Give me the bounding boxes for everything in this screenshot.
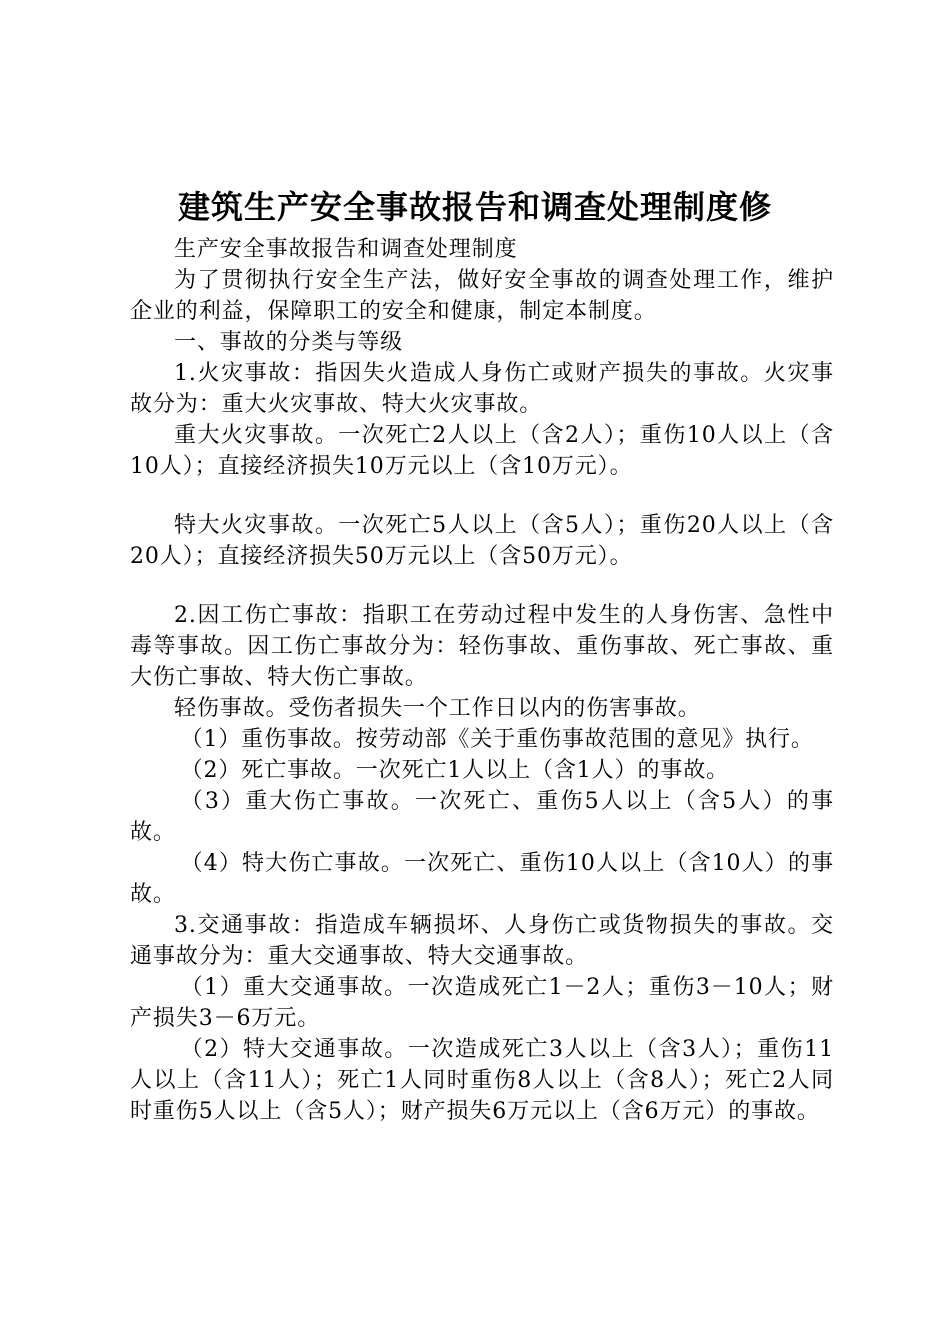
paragraph-intro: 为了贯彻执行安全生产法，做好安全事故的调查处理工作，维护企业的利益，保障职工的安全和健康，制定本制度。 <box>130 268 834 324</box>
document-title: 建筑生产安全事故报告和调查处理制度修 <box>177 188 772 226</box>
paragraph-extra-major-fire: 特大火灾事故。一次死亡5人以上（含5人）；重伤20人以上（含20人）；直接经济损失50万元以上（含50万元）。 <box>130 513 834 569</box>
paragraph-major-casualty: （3）重大伤亡事故。一次死亡、重伤5人以上（含5人）的事故。 <box>130 789 834 845</box>
paragraph-section-heading: 一、事故的分类与等级 <box>174 330 404 355</box>
paragraph-subtitle: 生产安全事故报告和调查处理制度 <box>174 237 518 262</box>
paragraph-major-traffic: （1）重大交通事故。一次造成死亡1－2人；重伤3－10人；财产损失3－6万元。 <box>130 975 834 1031</box>
paragraph-serious-injury: （1）重伤事故。按劳动部《关于重伤事故范围的意见》执行。 <box>180 727 814 752</box>
paragraph-major-fire: 重大火灾事故。一次死亡2人以上（含2人）；重伤10人以上（含10人）；直接经济损失10万元以上（含10万元）。 <box>130 423 834 479</box>
paragraph-work-injury: 2.因工伤亡事故：指职工在劳动过程中发生的人身伤害、急性中毒等事故。因工伤亡事故分为：轻伤事故、重伤事故、死亡事故、重大伤亡事故、特大伤亡事故。 <box>130 603 834 690</box>
paragraph-death-accident: （2）死亡事故。一次死亡1人以上（含1人）的事故。 <box>180 758 730 783</box>
document-body <box>130 234 834 1127</box>
paragraph-minor-injury: 轻伤事故。受伤者损失一个工作日以内的伤害事故。 <box>174 696 701 721</box>
paragraph-fire-accident: 1.火灾事故：指因失火造成人身伤亡或财产损失的事故。火灾事故分为：重大火灾事故、特大火灾事故。 <box>130 361 834 417</box>
paragraph-traffic-accident: 3.交通事故：指造成车辆损坏、人身伤亡或货物损失的事故。交通事故分为：重大交通事故、特大交通事故。 <box>130 913 834 969</box>
paragraph-extra-major-traffic: （2）特大交通事故。一次造成死亡3人以上（含3人）；重伤11人以上（含11人）；死亡1人同时重伤8人以上（含8人）；死亡2人同时重伤5人以上（含5人）；财产损失6万元以上（含6万元）的事故。 <box>130 1037 834 1124</box>
paragraph-extra-major-casualty: （4）特大伤亡事故。一次死亡、重伤10人以上（含10人）的事故。 <box>130 851 834 907</box>
